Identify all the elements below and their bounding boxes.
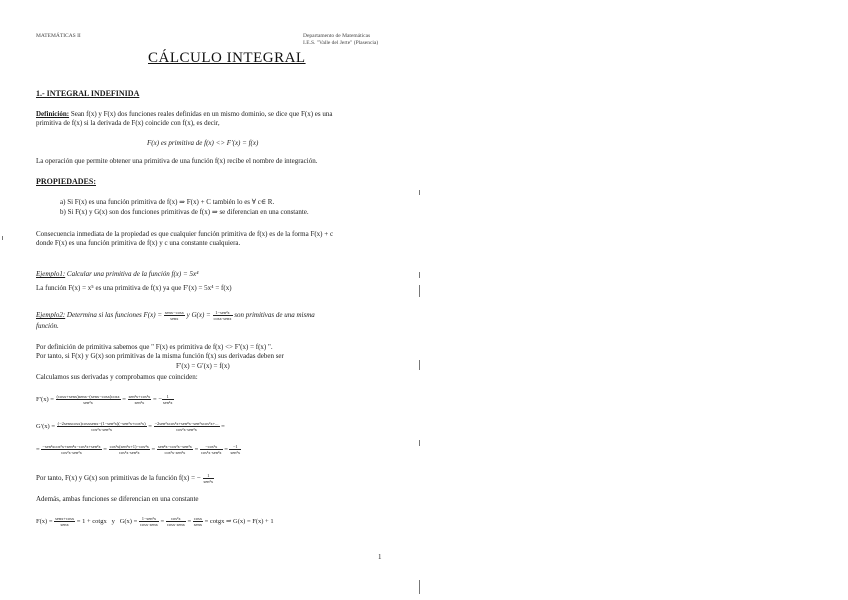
example2-label: Ejemplo2: xyxy=(36,311,66,320)
section-heading-integral-indefinida: 1.- INTEGRAL INDEFINIDA xyxy=(36,89,140,98)
example2-para2: Por tanto, si F(x) y G(x) son primitivas de la misma función f(x) sus derivadas deben ser xyxy=(36,352,284,360)
example2-statement-post: son primitivas de una misma xyxy=(234,311,315,320)
scan-mark xyxy=(2,236,3,240)
example1-statement-line xyxy=(36,270,199,279)
example2-para3: F′(x) = G′(x) = f(x) xyxy=(176,362,230,370)
example2-F-fraction: $\frac{\text{senx−cosx}}{\text{senx}}$ xyxy=(164,310,184,321)
gprime-derivation-line1: G′(x) = $\frac{\text{(−2senxcosx)cosxsenx−(1−sen²x)(−sen²x+cos²x)}}{\text{cos²x·sen²x}}$ = $\frac{\text{−2sen²xcos²x+sen⁴x−sen²xcos²x+...}}{\text{cos²x·sen²x}}$ = xyxy=(36,421,225,432)
scan-mark xyxy=(419,190,420,195)
example2-G-fraction: $\frac{\text{1−sen²x}}{\text{cosx·senx}}$ xyxy=(213,310,232,321)
example2-statement-line xyxy=(36,310,315,321)
example2-statement-pre: Determina si las funciones F(x) = xyxy=(66,311,163,320)
header-right-line2: I.E.S. "Valle del Jerte" (Plasencia) xyxy=(303,40,379,46)
consequence-line2: donde F(x) es una función primitiva de f(x) y c una constante cualquiera. xyxy=(36,239,241,247)
page-number: 1 xyxy=(378,553,382,561)
page-title: CÁLCULO INTEGRAL xyxy=(148,50,306,66)
properties-heading: PROPIEDADES: xyxy=(36,177,97,186)
definition-label: Definición: xyxy=(36,110,70,118)
definition-text1: Sean f(x) y F(x) dos funciones reales definidas en un mismo dominio, se dice que F(x) es una xyxy=(70,110,333,118)
example1-statement: Calcular una primitiva de la función f(x) = 5x⁴ xyxy=(66,270,199,278)
example2-para1: Por definición de primitiva sabemos que " F(x) es primitiva de f(x) <> F′(x) = f(x) ". xyxy=(36,343,273,351)
header-left: MATEMÁTICAS II xyxy=(36,33,81,39)
scan-mark xyxy=(419,440,420,446)
definition-formula: F(x) es primitiva de f(x) <> F′(x) = f(x) xyxy=(147,139,259,147)
example1-label: Ejemplo1: xyxy=(36,270,66,278)
fprime-derivation: F′(x) = $\frac{\text{(cosx+senx)senx−(senx−cosx)cosx}}{\text{sen²x}}$ = $\frac{\text{sen²x+cos²x}}{\text{sen²x}}$ = − $\frac{1}{\text{sen²x}}$ xyxy=(36,394,173,405)
example2-ademas: Además, ambas funciones se diferencian en una constante xyxy=(36,495,199,503)
header-right-line1: Departamento de Matemáticas xyxy=(303,33,371,39)
scan-mark xyxy=(419,285,420,297)
example2-para4: Calculamos sus derivadas y comprobamos que coinciden: xyxy=(36,373,198,381)
scan-mark xyxy=(419,272,420,278)
gprime-derivation-line2: = $\frac{\text{−sen²xcos²x+sen⁴x−cos²x+sen²x}}{\text{cos²x·sen²x}}$ = $\frac{\text{cos²x(sen²x+1)−cos⁴x}}{\text{cos²x·sen²x}}$ = $\frac{\text{sen⁴x−cos²x−sen²x}}{\text{cos²x·sen²x}}$ = $\frac{\text{−cos²x}}{\text{cos²x·sen²x}}$ = $\frac{-1}{\text{sen²x}}$ xyxy=(36,444,241,455)
scan-mark xyxy=(419,360,420,370)
example2-statement-line2: función. xyxy=(36,322,59,330)
property-a: a) Si F(x) es una función primitiva de f(x) ⇒ F(x) + C también lo es ∀ c∈ R. xyxy=(60,198,275,206)
scan-mark xyxy=(419,580,420,594)
definition-line1 xyxy=(36,110,332,119)
consequence-line1: Consecuencia inmediata de la propiedad es que cualquier función primitiva de f(x) es de la forma F(x) + c xyxy=(36,230,334,238)
example2-conclusion: Por tanto, F(x) y G(x) son primitivas de la función f(x) = − $\frac{1}{\text{sen²x}}$ xyxy=(36,473,214,484)
example1-answer: La función F(x) = x⁵ es una primitiva de f(x) ya que F′(x) = 5x⁴ = f(x) xyxy=(36,284,232,292)
property-b: b) Si F(x) y G(x) son dos funciones primitivas de f(x) ⇒ se diferencian en una constante. xyxy=(60,208,309,216)
definition-line2: primitiva de f(x) si la derivada de F(x) coincide con f(x), es decir, xyxy=(36,119,220,127)
operation-text: La operación que permite obtener una primitiva de una función f(x) recibe el nombre de integración. xyxy=(36,157,318,165)
example2-statement-mid: y G(x) = xyxy=(186,311,211,320)
example2-final-line: F(x) = $\frac{\text{senx+cosx}}{\text{senx}}$ = 1 + cotgx y G(x) = $\frac{\text{1−sen²x}}{\text{cosx·senx}}$ = $\frac{\text{cos²x}}{\text{cosx·senx}}$ = $\frac{\cos x}{\text{senx}}$ = cotgx ⇒ G(x) = F(x) + 1 xyxy=(36,516,274,527)
